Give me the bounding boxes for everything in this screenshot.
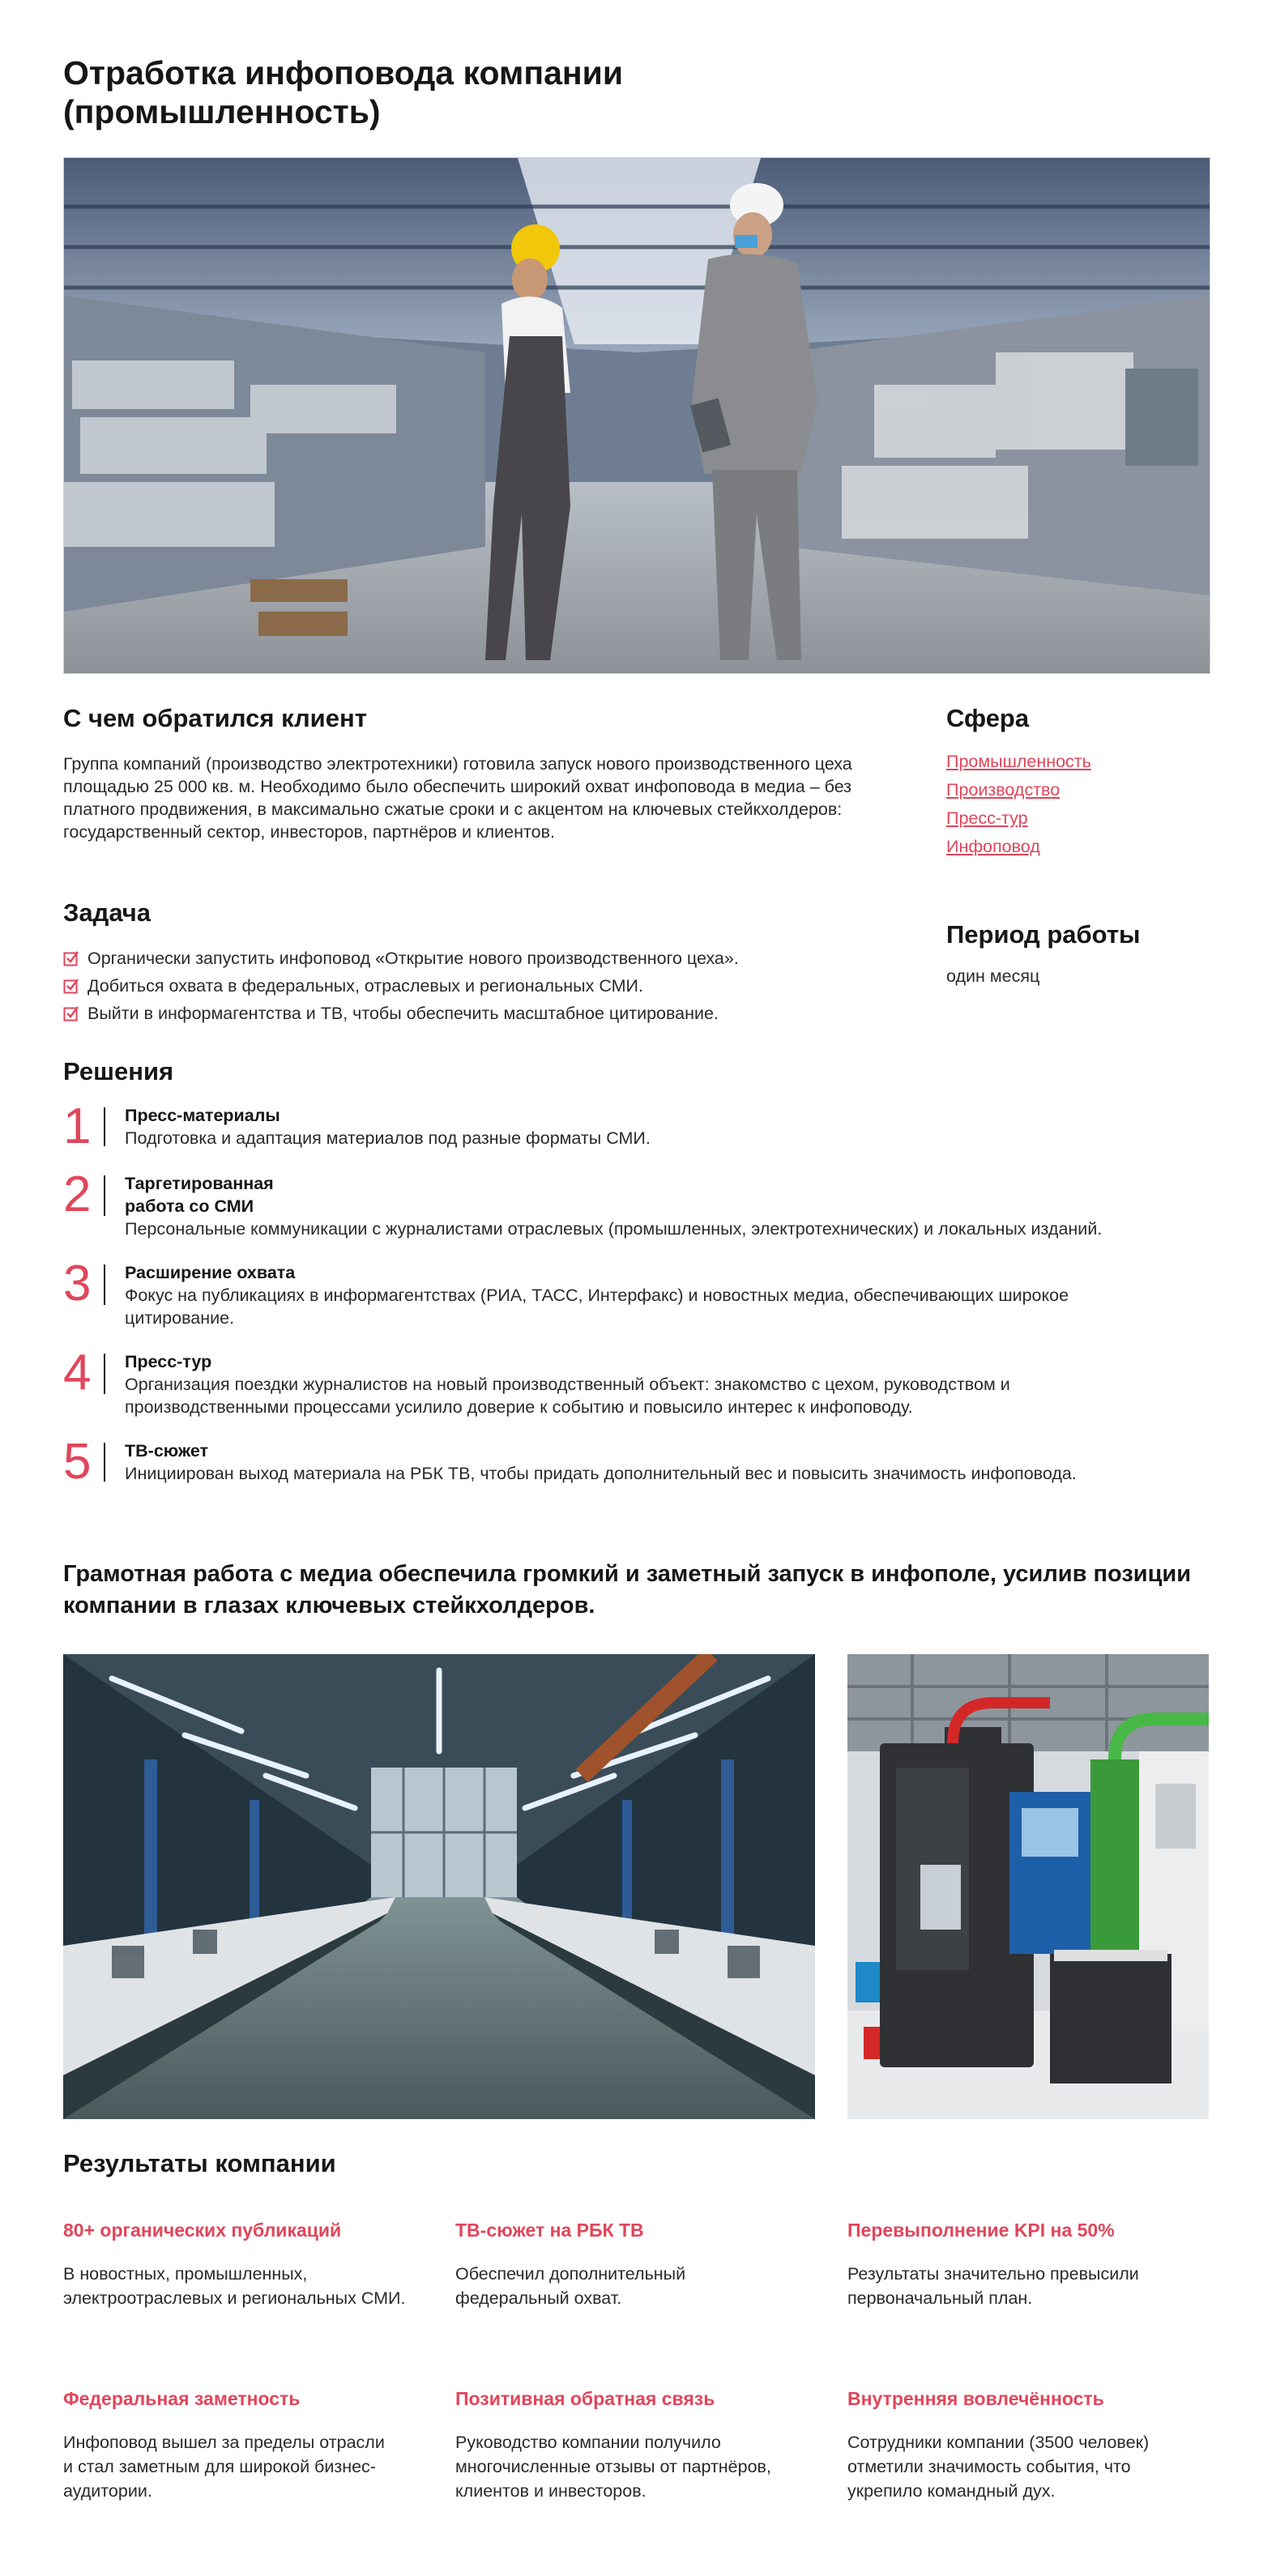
solution-item (63, 1434, 1214, 1490)
results-heading: Результаты компании (63, 2149, 336, 2177)
solution-item (63, 1098, 1214, 1154)
solution-item (63, 1256, 1214, 1329)
solution-title: Таргетированная работа со СМИ (125, 1174, 274, 1216)
solution-title: ТВ-сюжет (125, 1441, 209, 1461)
result-desc: Руководство компании получило многочисленные отзывы от партнёров, клиентов и инвесторов. (455, 2433, 771, 2501)
solution-number: 1 (63, 1098, 92, 1154)
task-section (63, 898, 914, 1027)
solution-desc: Организация поездки журналистов на новый производственный объект: знакомство с цехом, руководством и производственными процессами усилило доверие к событию и повысило интерес к инфоповоду. (125, 1375, 1010, 1417)
hero-factory-image (63, 157, 1210, 674)
task-item (63, 945, 914, 972)
case-meta-sidebar (946, 703, 1214, 987)
solution-number: 3 (63, 1256, 92, 1311)
task-item-text: Выйти в информагентства и ТВ, чтобы обеспечить масштабное цитирование. (87, 1004, 719, 1023)
sphere-tags (946, 748, 1214, 861)
task-list (63, 945, 914, 1027)
sphere-link-press-tour[interactable]: Пресс-тур (946, 808, 1028, 828)
solution-desc: Подготовка и адаптация материалов под разные форматы СМИ. (125, 1128, 651, 1148)
solution-number: 4 (63, 1345, 92, 1401)
solutions-heading: Решения (63, 1057, 174, 1085)
sphere-link-production[interactable]: Производство (946, 780, 1060, 800)
task-item-text: Добиться охвата в федеральных, отраслевых и региональных СМИ. (87, 976, 643, 996)
result-card (63, 2218, 420, 2310)
task-item (63, 1000, 914, 1027)
result-title: 80+ органических публикаций (63, 2220, 342, 2241)
solution-divider (104, 1265, 105, 1305)
task-item (63, 972, 914, 1000)
period-heading: Период работы (946, 920, 1141, 949)
solution-title: Пресс-тур (125, 1352, 212, 1371)
task-item-text: Органически запустить инфоповод «Открытие нового производственного цеха». (87, 949, 739, 968)
client-request-text: Группа компаний (производство электротехники) готовила запуск нового производственного цеха площадью 25 000 кв. м. Необходимо было обеспечить широкий охват инфоповода в медиа – без платного продвижения, в максимально сжатые сроки и с акцентом на ключевых стейкхолдеров: государственный сектор, инвесторов, партнёров и клиентов. (63, 754, 852, 842)
solutions-list (63, 1098, 1214, 1490)
client-request-heading: С чем обратился клиент (63, 704, 367, 732)
solution-number: 2 (63, 1166, 92, 1222)
result-title: Федеральная заметность (63, 2388, 301, 2409)
summary-statement: Грамотная работа с медиа обеспечила громкий и заметный запуск в инфополе, усилив позиции компании в глазах ключевых стейкхолдеров. (63, 1561, 1192, 1619)
result-title: Внутренняя вовлечённость (847, 2388, 1104, 2409)
result-title: Перевыполнение KPI на 50% (847, 2220, 1115, 2241)
solution-divider (104, 1107, 105, 1146)
solution-divider (104, 1354, 105, 1394)
solution-divider (104, 1175, 105, 1216)
result-desc: Результаты значительно превысили первоначальный план. (847, 2264, 1139, 2308)
checkbox-check-icon (63, 950, 79, 966)
result-title: Позитивная обратная связь (455, 2388, 715, 2409)
task-heading: Задача (63, 898, 151, 927)
client-request-section (63, 703, 873, 843)
solution-title: Расширение охвата (125, 1263, 296, 1282)
solution-title: Пресс-материалы (125, 1106, 280, 1125)
solution-number: 5 (63, 1434, 92, 1490)
checkbox-check-icon (63, 1005, 79, 1021)
sphere-link-news-hook[interactable]: Инфоповод (946, 837, 1040, 856)
industrial-machine-image (847, 1654, 1209, 2119)
solutions-section (63, 1056, 1214, 1508)
period-value: один месяц (946, 966, 1040, 986)
result-card (63, 2386, 420, 2503)
result-desc: Инфоповод вышел за пределы отрасли и стал заметным для широкой бизнес-аудитории. (63, 2433, 385, 2501)
solution-divider (104, 1443, 105, 1482)
result-card (455, 2218, 812, 2310)
result-desc: Обеспечил дополнительный федеральный охват. (455, 2264, 686, 2308)
result-card (847, 2218, 1204, 2310)
sphere-heading: Сфера (946, 704, 1030, 732)
solution-item (63, 1345, 1214, 1418)
result-desc: В новостных, промышленных, электроотраслевых и региональных СМИ. (63, 2264, 406, 2308)
result-title: ТВ-сюжет на РБК ТВ (455, 2220, 644, 2241)
result-card (455, 2386, 812, 2503)
factory-hall-image (63, 1654, 815, 2119)
page-title: Отработка инфоповода компании (промышленность) (63, 54, 624, 130)
solution-desc: Инициирован выход материала на РБК ТВ, чтобы придать дополнительный вес и повысить значимость инфоповода. (125, 1464, 1077, 1483)
solution-item (63, 1166, 1214, 1240)
sphere-link-industry[interactable]: Промышленность (946, 752, 1091, 771)
solution-desc: Фокус на публикациях в информагентствах (РИА, ТАСС, Интерфакс) и новостных медиа, обеспечивающих широкое цитирование. (125, 1286, 1069, 1328)
result-desc: Сотрудники компании (3500 человек) отметили значимость события, что укрепило командный дух. (847, 2433, 1150, 2501)
solution-desc: Персональные коммуникации с журналистами отраслевых (промышленных, электротехнических) и локальных изданий. (125, 1219, 1103, 1239)
result-card (847, 2386, 1204, 2503)
checkbox-check-icon (63, 978, 79, 994)
